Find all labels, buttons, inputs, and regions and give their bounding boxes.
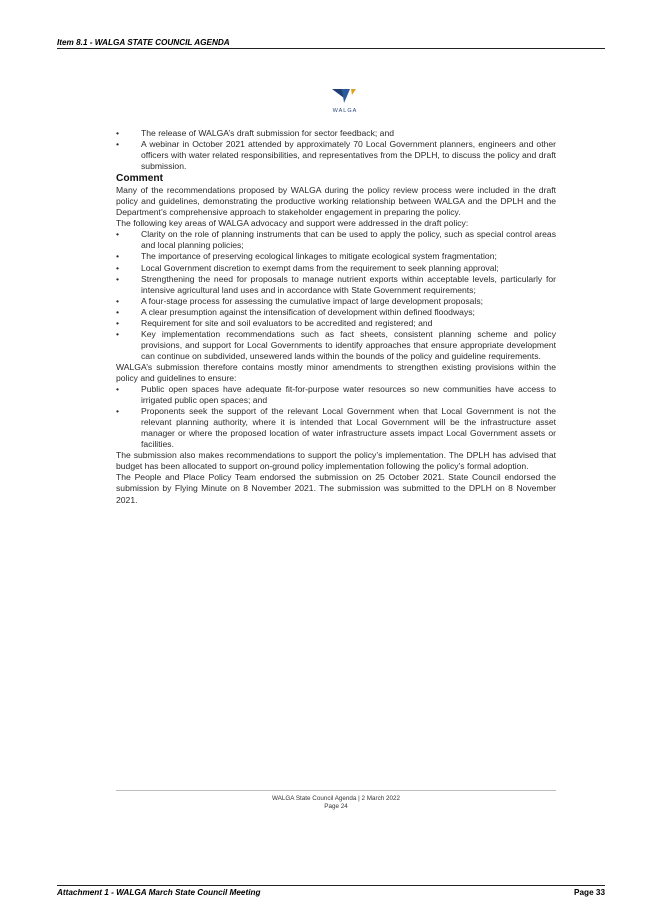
walga-logo-text: WALGA xyxy=(332,108,358,114)
list-item: • A clear presumption against the intensification of development within defined floodways; xyxy=(116,307,556,318)
list-item: • The release of WALGA’s draft submission for sector feedback; and xyxy=(116,128,556,139)
list-item: • Proponents seek the support of the relevant Local Government when that Local Government is not the relevant planning authority, where it is intended that Local Government will be the infrastructure asset manager or where the proposed location of water infrastructure assets impact Local Government assets or facilities. xyxy=(116,406,556,450)
key-areas-list xyxy=(116,229,556,362)
list-item: • A webinar in October 2021 attended by approximately 70 Local Government planners, engineers and other officers with water related responsibilities, and representatives from the DPLH, to discuss the policy and draft submission. xyxy=(116,139,556,172)
footer-attachment-label: Attachment 1 - WALGA March State Council Meeting xyxy=(57,888,261,897)
inner-footer xyxy=(116,795,556,811)
header-divider xyxy=(57,48,605,49)
footer-divider xyxy=(57,885,605,886)
list-item: • Strengthening the need for proposals to manage nutrient exports within acceptable levels, particularly for intensive agricultural land uses and in accordance with State Government requirements; xyxy=(116,274,556,296)
paragraph: The People and Place Policy Team endorsed the submission on 25 October 2021. State Council endorsed the submission by Flying Minute on 8 November 2021. The submission was submitted to the DPLH on 8 November 2021. xyxy=(116,472,556,505)
inner-footer-divider xyxy=(116,790,556,791)
list-item: • A four-stage process for assessing the cumulative impact of large development proposals; xyxy=(116,296,556,307)
inner-footer-page: Page 24 xyxy=(324,803,348,811)
page-header-title: Item 8.1 - WALGA STATE COUNCIL AGENDA xyxy=(57,38,230,47)
walga-logo-mark-icon xyxy=(330,86,360,106)
list-item: • Key implementation recommendations such as fact sheets, consistent planning scheme and policy provisions, and support for Local Governments to identify approaches that ensure appropriate development can continue on subdivided, unsewered lands within the bounds of the policy and guideline requirements. xyxy=(116,329,556,362)
list-item: • Public open spaces have adequate fit-for-purpose water resources so new communities have access to irrigated public open spaces; and xyxy=(116,384,556,406)
paragraph: The following key areas of WALGA advocacy and support were addressed in the draft policy: xyxy=(116,218,469,229)
section-heading-comment: Comment xyxy=(116,173,163,185)
paragraph: WALGA’s submission therefore contains mostly minor amendments to strengthen existing provisions within the policy and guidelines to ensure: xyxy=(116,361,556,383)
list-item: • Requirement for site and soil evaluators to be accredited and registered; and xyxy=(116,318,556,329)
list-item: • The importance of preserving ecological linkages to mitigate ecological system fragmentation; xyxy=(116,251,556,262)
inner-footer-agenda: WALGA State Council Agenda | 2 March 2022 xyxy=(271,795,401,802)
ensure-list xyxy=(116,384,556,450)
document-body xyxy=(116,128,556,506)
list-item: • Clarity on the role of planning instruments that can be used to apply the policy, such as special control areas and local planning policies; xyxy=(116,229,556,251)
paragraph: Many of the recommendations proposed by WALGA during the policy review process were included in the draft policy and guidelines, demonstrating the productive working relationship between WALGA and the DPLH and the Department’s comprehensive approach to stakeholder engagement in preparing the policy. xyxy=(116,185,556,218)
paragraph: The submission also makes recommendations to support the policy’s implementation. The DPLH has advised that budget has been allocated to support on-ground policy implementation following the policy’s formal adoption. xyxy=(116,450,556,472)
walga-logo xyxy=(330,86,370,120)
footer-page-number: Page 33 xyxy=(574,888,605,897)
consultation-bullet-list xyxy=(116,128,556,172)
list-item: • Local Government discretion to exempt dams from the requirement to seek planning approval; xyxy=(116,263,556,274)
